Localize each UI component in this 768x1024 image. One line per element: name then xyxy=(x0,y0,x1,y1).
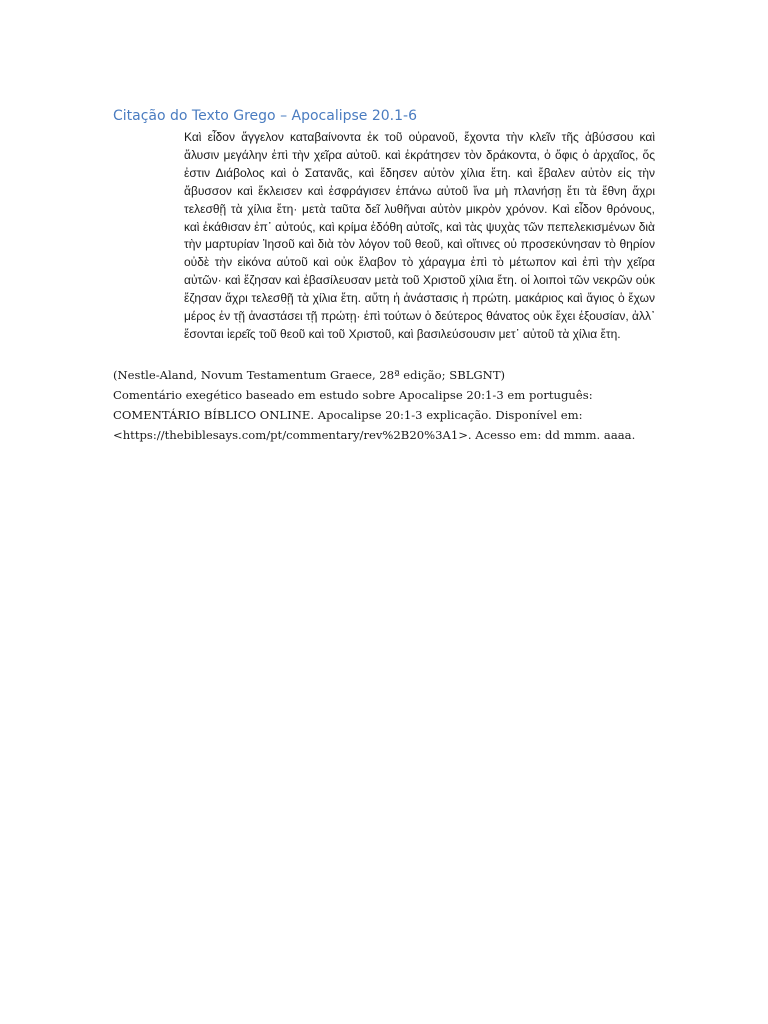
commentary-note: Comentário exegético baseado em estudo sobre Apocalipse 20:1-3 em português: xyxy=(113,388,593,402)
edition-citation: (Nestle-Aland, Novum Testamentum Graece, 28ª edição; SBLGNT) xyxy=(113,368,506,382)
section-heading: Citação do Texto Grego – Apocalipse 20.1-6 xyxy=(113,108,417,124)
commentary-url-access: <https://thebiblesays.com/pt/commentary/rev%2B20%3A1>. Acesso em: dd mmm. aaaa. xyxy=(113,428,636,442)
online-commentary-reference: COMENTÁRIO BÍBLICO ONLINE. Apocalipse 20:1-3 explicação. Disponível em: xyxy=(113,408,583,422)
references-block xyxy=(113,365,673,445)
greek-text-quote: Καὶ εἶδον ἄγγελον καταβαίνοντα ἐκ τοῦ οὐρανοῦ, ἔχοντα τὴν κλεῖν τῆς ἀβύσσου καὶ ἅλυσιν μεγάλην ἐπὶ τὴν χεῖρα αὐτοῦ. καὶ ἐκράτησεν τὸν δράκοντα, ὁ ὄφις ὁ ἀρχαῖος, ὅς ἐστιν Διάβολος καὶ ὁ Σατανᾶς, καὶ ἔδησεν αὐτὸν χίλια ἔτη. καὶ ἔβαλεν αὐτὸν εἰς τὴν ἄβυσσον καὶ ἔκλεισεν καὶ ἐσφράγισεν ἐπάνω αὐτοῦ ἵνα μὴ πλανήσῃ ἔτι τὰ ἔθνη ἄχρι τελεσθῇ τὰ χίλια ἔτη· μετὰ ταῦτα δεῖ λυθῆναι αὐτὸν μικρὸν χρόνον. Καὶ εἶδον θρόνους, καὶ ἐκάθισαν ἐπ᾽ αὐτούς, καὶ κρίμα ἐδόθη αὐτοῖς, καὶ τὰς ψυχὰς τῶν πεπελεκισμένων διὰ τὴν μαρτυρίαν Ἰησοῦ καὶ διὰ τὸν λόγον τοῦ θεοῦ, καὶ οἵτινες οὐ προσεκύνησαν τὸ θηρίον οὐδὲ τὴν εἰκόνα αὐτοῦ καὶ οὐκ ἔλαβον τὸ χάραγμα ἐπὶ τὸ μέτωπον καὶ ἐπὶ τὴν χεῖρα αὐτῶν· καὶ ἔζησαν καὶ ἐβασίλευσαν μετὰ τοῦ Χριστοῦ χίλια ἔτη. οἱ λοιποὶ τῶν νεκρῶν οὐκ ἔζησαν ἄχρι τελεσθῇ τὰ χίλια ἔτη. αὕτη ἡ ἀνάστασις ἡ πρώτη. μακάριος καὶ ἅγιος ὁ ἔχων μέρος ἐν τῇ ἀναστάσει τῇ πρώτῃ· ἐπὶ τούτων ὁ δεύτερος θάνατος οὐκ ἔχει ἐξουσίαν, ἀλλ᾽ ἔσονται ἱερεῖς τοῦ θεοῦ καὶ τοῦ Χριστοῦ, καὶ βασιλεύσουσιν μετ᾽ αὐτοῦ τὰ χίλια ἔτη. xyxy=(184,130,655,341)
